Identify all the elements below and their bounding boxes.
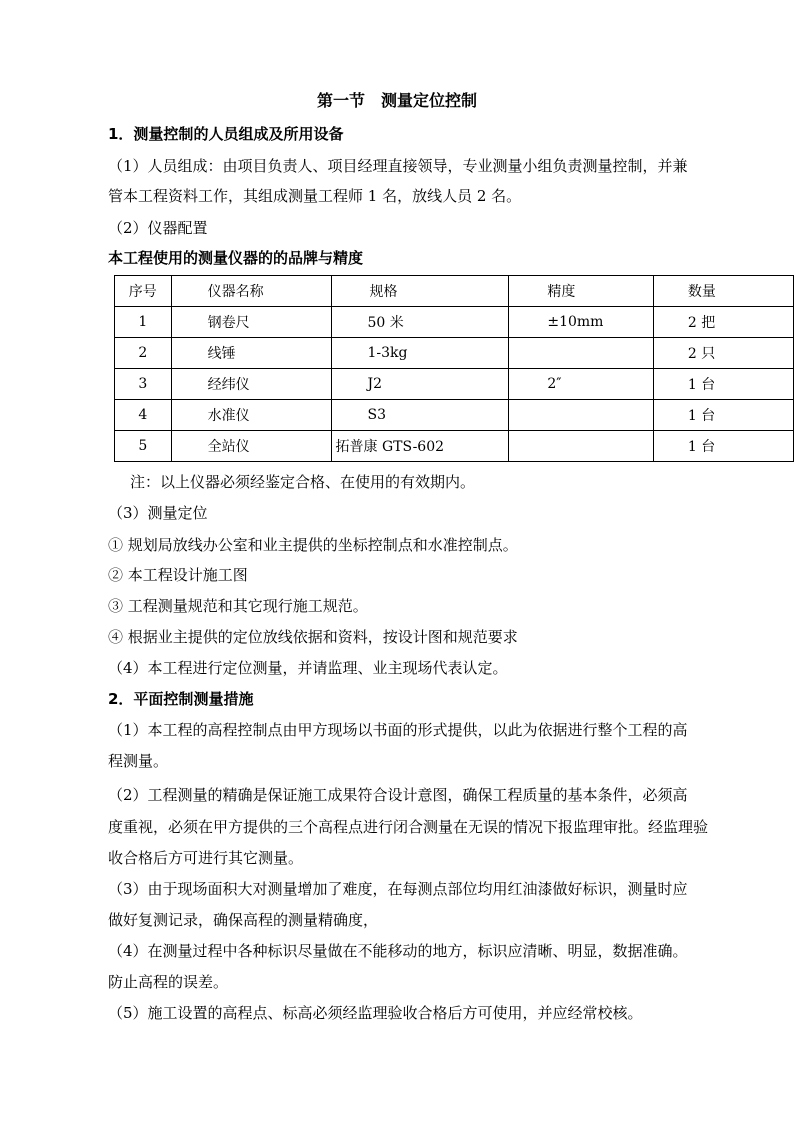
header-cell-spec: 规格 (331, 276, 509, 307)
cell-name: 全站仪 (171, 431, 331, 462)
cell-spec: 拓普康 GTS-602 (331, 431, 509, 462)
header-cell-precision: 精度 (509, 276, 654, 307)
cell-precision: 2″ (509, 369, 654, 400)
cell-quantity: 2 把 (653, 307, 793, 338)
table-row (115, 369, 794, 400)
section2-paragraph-3-line-1: （3）由于现场面积大对测量增加了难度，在每测点部位均用红油漆做好标识，测量时应 (108, 880, 688, 898)
list-item: ② 本工程设计施工图 (108, 566, 248, 584)
cell-quantity: 2 只 (653, 338, 793, 369)
cell-no: 4 (115, 400, 172, 431)
page-title: 第一节 测量定位控制 (316, 91, 477, 110)
cell-quantity: 1 台 (653, 400, 793, 431)
cell-name: 线锤 (171, 338, 331, 369)
table-row (115, 338, 794, 369)
cell-name: 钢卷尺 (171, 307, 331, 338)
header-cell-no: 序号 (115, 276, 172, 307)
cell-spec: S3 (331, 400, 509, 431)
table-caption: 本工程使用的测量仪器的的品牌与精度 (108, 249, 364, 267)
cell-quantity: 1 台 (653, 431, 793, 462)
cell-spec: J2 (331, 369, 509, 400)
table-note: 注：以上仪器必须经鉴定合格、在使用的有效期内。 (130, 473, 476, 491)
section2-heading: 2．平面控制测量措施 (108, 690, 254, 708)
section2-paragraph-1-line-2: 程测量。 (108, 752, 169, 770)
list-item: ③ 工程测量规范和其它现行施工规范。 (108, 597, 368, 615)
cell-spec: 1-3kg (331, 338, 509, 369)
cell-quantity: 1 台 (653, 369, 793, 400)
section2-paragraph-5: （5）施工设置的高程点、标高必须经监理验收合格后方可使用，并应经常校核。 (108, 1004, 643, 1022)
paragraph-4: （4）本工程进行定位测量，并请监理、业主现场代表认定。 (108, 659, 508, 677)
header-cell-name: 仪器名称 (171, 276, 331, 307)
table-row (115, 307, 794, 338)
cell-no: 3 (115, 369, 172, 400)
paragraph-1-line-1: （1）人员组成：由项目负责人、项目经理直接领导，专业测量小组负责测量控制，并兼 (108, 157, 688, 175)
section2-paragraph-4-line-2: 防止高程的误差。 (108, 973, 229, 991)
header-cell-quantity: 数量 (653, 276, 793, 307)
cell-precision: ±10mm (509, 307, 654, 338)
list-item: ① 规划局放线办公室和业主提供的坐标控制点和水准控制点。 (108, 536, 518, 554)
cell-no: 5 (115, 431, 172, 462)
section2-paragraph-2-line-2: 度重视，必须在甲方提供的三个高程点进行闭合测量在无误的情况下报监理审批。经监理验 (108, 818, 709, 836)
cell-precision (509, 431, 654, 462)
cell-name: 经纬仪 (171, 369, 331, 400)
cell-no: 1 (115, 307, 172, 338)
section2-paragraph-3-line-2: 做好复测记录，确保高程的测量精确度， (108, 911, 379, 929)
section2-paragraph-2-line-1: （2）工程测量的精确是保证施工成果符合设计意图，确保工程质量的基本条件，必须高 (108, 786, 688, 804)
table-row (115, 400, 794, 431)
paragraph-1-line-2: 管本工程资料工作，其组成测量工程师 1 名，放线人员 2 名。 (108, 187, 522, 205)
instrument-table (114, 275, 794, 462)
paragraph-2: （2）仪器配置 (108, 219, 208, 237)
cell-precision (509, 338, 654, 369)
table-header-row (115, 276, 794, 307)
section1-heading: 1．测量控制的人员组成及所用设备 (108, 125, 344, 143)
section2-paragraph-1-line-1: （1）本工程的高程控制点由甲方现场以书面的形式提供，以此为依据进行整个工程的高 (108, 721, 688, 739)
paragraph-3: （3）测量定位 (108, 504, 208, 522)
cell-spec: 50 米 (331, 307, 509, 338)
section2-paragraph-2-line-3: 收合格后方可进行其它测量。 (108, 849, 304, 867)
cell-precision (509, 400, 654, 431)
cell-name: 水准仪 (171, 400, 331, 431)
cell-no: 2 (115, 338, 172, 369)
list-item: ④ 根据业主提供的定位放线依据和资料，按设计图和规范要求 (108, 628, 518, 646)
table-row (115, 431, 794, 462)
section2-paragraph-4-line-1: （4）在测量过程中各种标识尽量做在不能移动的地方，标识应清晰、明显，数据准确。 (108, 942, 688, 960)
